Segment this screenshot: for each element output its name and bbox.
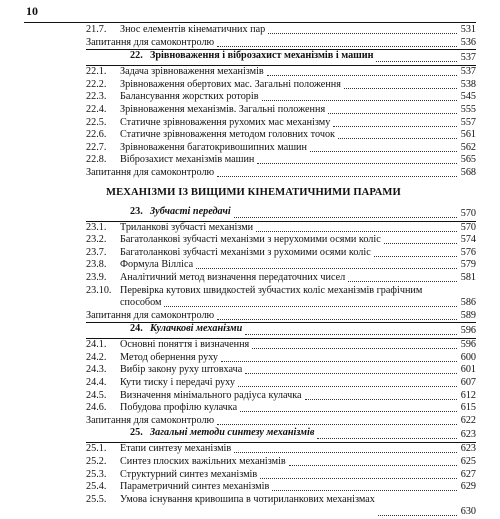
dot-leader [245,334,456,335]
entry-number: 25.2. [86,456,107,468]
entry-number: 22.4. [86,103,107,115]
toc-entry[interactable] [86,285,476,310]
entry-title: Побудова профілю кулачка [120,402,238,414]
page-header [24,2,476,23]
entry-page-number: 589 [460,309,476,321]
toc-entry[interactable] [86,443,476,456]
entry-page-number: 627 [460,468,476,480]
entry-title: Запитання для самоконтролю [86,166,215,178]
dot-leader [376,61,456,62]
entry-title: Зрівноваження обертових мас. Загальні положення [120,78,341,90]
entry-page-number: 623 [460,429,476,441]
toc-entry[interactable] [86,247,476,260]
entry-page-number: 607 [460,377,476,389]
dot-leader [234,217,457,218]
entry-title: Основні поняття і визначення [120,339,250,351]
entry-page-number: 623 [460,443,476,455]
dot-leader [289,465,457,466]
questions-entry[interactable] [86,310,476,324]
part-heading [86,180,476,206]
dot-leader [344,88,457,89]
dot-leader [196,268,457,269]
entry-title: Багатоланкові зубчасті механізми з рухомими осями коліс [120,246,371,258]
toc-entry[interactable] [86,117,476,130]
chapter-entry[interactable] [86,50,476,66]
entry-number: 23.8. [86,259,107,271]
entry-number: 23. [130,205,143,217]
entry-page-number: 600 [460,351,476,363]
entry-title: Етапи синтезу механізмів [120,443,232,455]
entry-number: 25.5. [86,493,107,505]
entry-page-number: 586 [460,297,476,309]
toc-entry[interactable] [86,24,476,37]
entry-number: 22.6. [86,129,107,141]
toc-entry[interactable] [86,222,476,235]
entry-number: 23.7. [86,246,107,258]
entry-title: Умова існування кривошипа в чотириланкових механізмах [120,493,375,505]
dot-leader [260,478,457,479]
entry-page-number: 615 [460,402,476,414]
entry-title: Кулачкові механізми [150,323,243,335]
entry-title: Параметричний синтез механізмів [120,481,270,493]
part-title: МЕХАНІЗМИ ІЗ ВИЩИМИ КІНЕМАТИЧНИМИ ПАРАМИ [106,186,401,198]
dot-leader [268,33,457,34]
dot-leader [221,361,457,362]
dot-leader [310,151,457,152]
entry-title: Кути тиску і передачі руху [120,377,235,389]
dot-leader [217,319,457,320]
dot-leader [328,113,457,114]
toc-entry[interactable] [86,91,476,104]
entry-page-number: 538 [460,78,476,90]
entry-page-number: 557 [460,116,476,128]
entry-number: 21.7. [86,24,107,35]
chapter-entry[interactable] [86,206,476,222]
toc-entry[interactable] [86,154,476,167]
entry-page-number: 536 [460,36,476,48]
entry-number: 24.6. [86,402,107,414]
entry-title: Віброзахист механізмів машин [120,154,255,166]
entry-title: Знос елементів кінематичних пар [120,24,266,35]
toc-entry[interactable] [86,66,476,79]
toc-entry[interactable] [86,339,476,352]
dot-leader [240,411,457,412]
entry-number: 22.7. [86,141,107,153]
entry-number: 25.4. [86,481,107,493]
dot-leader [317,438,456,439]
entry-page-number: 612 [460,389,476,401]
chapter-entry[interactable] [86,323,476,339]
entry-page-number: 531 [460,24,476,35]
dot-leader [245,373,456,374]
dot-leader [333,126,456,127]
entry-number: 25. [130,427,143,439]
entry-page-number: 630 [460,506,476,518]
toc-entry[interactable] [86,129,476,142]
page-number: 10 [26,4,38,18]
entry-number: 24.3. [86,364,107,376]
dot-leader [272,490,456,491]
entry-title: Запитання для самоконтролю [86,36,215,48]
entry-title: Зубчасті передачі [150,205,231,217]
entry-title: Визначення мінімального радіуса кулачка [120,389,302,401]
entry-page-number: 576 [460,246,476,258]
entry-title: Загальні методи синтезу механізмів [150,427,315,439]
dot-leader [374,256,457,257]
entry-number: 22.2. [86,78,107,90]
dot-leader [384,243,457,244]
dot-leader [378,515,457,516]
entry-page-number: 581 [460,271,476,283]
toc-entry[interactable] [86,481,476,494]
entry-title: Структурний синтез механізмів [120,468,258,480]
entry-number: 25.1. [86,443,107,455]
toc-entry[interactable] [86,79,476,92]
entry-title: Синтез плоских важільних механізмів [120,456,286,468]
entry-title: Запитання для самоконтролю [86,309,215,321]
toc-entry[interactable] [86,390,476,403]
entry-page-number: 562 [460,141,476,153]
entry-page-number: 579 [460,259,476,271]
dot-leader [262,100,457,101]
dot-leader [217,176,457,177]
entry-number: 22.8. [86,154,107,166]
entry-page-number: 537 [460,52,476,64]
entry-title: Статичне зрівноваження методом головних точок [120,129,335,141]
toc-entry[interactable] [86,456,476,469]
entry-title: Задача зрівноваження механізмів [120,66,264,78]
toc-entry[interactable] [86,469,476,482]
entry-number: 23.2. [86,234,107,246]
dot-leader [217,46,457,47]
entry-page-number: 545 [460,91,476,103]
entry-number: 24.1. [86,339,107,351]
entry-page-number: 570 [460,207,476,219]
entry-number: 22.3. [86,91,107,103]
entry-number: 24.4. [86,377,107,389]
dot-leader [252,348,457,349]
entry-page-number: 601 [460,364,476,376]
entry-number: 24.2. [86,351,107,363]
entry-title: Зрівноваження і віброзахист механізмів і машин [150,50,374,62]
dot-leader [305,399,457,400]
entry-page-number: 537 [460,66,476,78]
entry-page-number: 570 [460,221,476,233]
toc-entry[interactable] [86,104,476,117]
entry-title: Перевірка кутових швидкостей зубчастих коліс механізмів графічним способом [120,284,423,309]
questions-entry[interactable] [86,37,476,51]
questions-entry[interactable] [86,415,476,428]
toc-entry[interactable] [86,234,476,247]
dot-leader [338,138,457,139]
entry-title: Запитання для самоконтролю [86,414,215,426]
entry-title: Аналітичний метод визначення передаточних чисел [120,271,346,283]
entry-page-number: 596 [460,325,476,337]
entry-page-number: 625 [460,456,476,468]
entry-page-number: 622 [460,414,476,426]
entry-title: Триланкові зубчасті механізми [120,221,254,233]
toc-entry[interactable] [86,494,476,519]
table-of-contents [86,24,476,519]
entry-title: Багатоланкові зубчасті механізми з нерухомими осями коліс [120,234,381,246]
entry-page-number: 629 [460,481,476,493]
dot-leader [217,424,457,425]
entry-title: Формула Вілліса [120,259,194,271]
toc-entry[interactable] [86,142,476,155]
toc-entry[interactable] [86,377,476,390]
entry-title: Зрівноваження багатокривошипних машин [120,141,307,153]
entry-number: 22. [130,50,143,62]
entry-title: Вибір закону руху штовхача [120,364,243,376]
entry-title: Статичне зрівноваження рухомих мас механізму [120,116,331,128]
entry-number: 22.1. [86,66,107,78]
dot-leader [257,163,456,164]
toc-entry[interactable] [86,259,476,272]
toc-entry[interactable] [86,402,476,415]
entry-page-number: 568 [460,166,476,178]
entry-page-number: 574 [460,234,476,246]
entry-number: 24. [130,323,143,335]
toc-entry[interactable] [86,352,476,365]
dot-leader [267,75,457,76]
questions-entry[interactable] [86,167,476,180]
entry-title: Зрівноваження механізмів. Загальні положення [120,103,326,115]
entry-number: 22.5. [86,116,107,128]
entry-number: 23.1. [86,221,107,233]
toc-entry[interactable] [86,364,476,377]
dot-leader [164,306,456,307]
chapter-entry[interactable] [86,427,476,443]
entry-page-number: 565 [460,154,476,166]
dot-leader [238,386,457,387]
entry-page-number: 555 [460,103,476,115]
entry-number: 23.10. [86,284,112,296]
dot-leader [234,452,457,453]
entry-title: Метод обернення руху [120,351,219,363]
toc-entry[interactable] [86,272,476,285]
entry-page-number: 596 [460,339,476,351]
entry-page-number: 561 [460,129,476,141]
dot-leader [256,231,457,232]
entry-number: 25.3. [86,468,107,480]
entry-number: 23.9. [86,271,107,283]
dot-leader [348,281,456,282]
entry-title: Балансування жорстких роторів [120,91,259,103]
entry-number: 24.5. [86,389,107,401]
